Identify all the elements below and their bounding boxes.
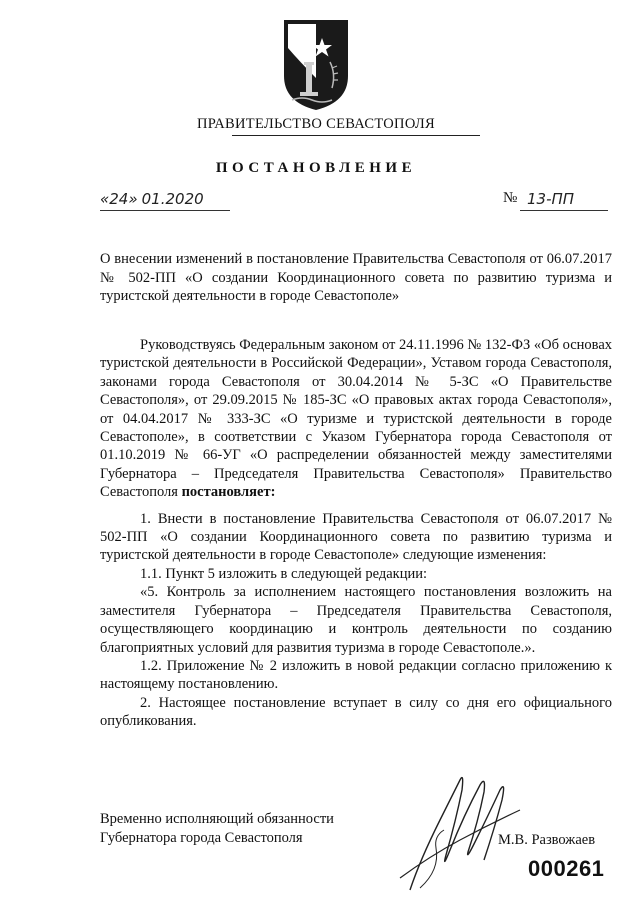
date-day: 24 bbox=[109, 190, 129, 208]
preamble-paragraph bbox=[100, 336, 612, 502]
preamble-resolves: постановляет: bbox=[181, 484, 276, 501]
clause-1-1: 1.1. Пункт 5 изложить в следующей редакции: bbox=[140, 565, 428, 582]
clause-1-2: 1.2. Приложение № 2 изложить в новой редакции согласно приложению к настоящему постановлению. bbox=[100, 657, 612, 693]
sevastopol-coat-of-arms-icon bbox=[282, 18, 350, 112]
government-underline bbox=[232, 135, 480, 136]
government-name: ПРАВИТЕЛЬСТВО СЕВАСТОПОЛЯ bbox=[197, 116, 435, 132]
date-month-year: 01.2020 bbox=[141, 190, 204, 208]
date-open-quote: « bbox=[100, 190, 110, 208]
clause-1: 1. Внести в постановление Правительства Севастополя от 06.07.2017 № 502-ПП «О создании Координационного совета по развитию туризма и туристской деятельности в городе Севастополе» следующие изменения: bbox=[100, 510, 612, 564]
preamble-text: Руководствуясь Федеральным законом от 24.11.1996 № 132-ФЗ «Об основах туристской деятельности в Российской Федерации», Уставом города Севастополя, законами города Севастополя от 30.04.2014 № 5-ЗС «О Правительстве Севастополя», от 29.09.2015 № 185-ЗС «О правовых актах города Севастополя», от 04.04.2017 № 333-ЗС «О туризме и туристской деятельности в городе Севастополе», в соответствии с Указом Губернатора города Севастополя от 01.10.2019 № 66-УГ «О распределении обязанностей между заместителями Губернатора – Председателя Правительства Севастополя» Правительство Севастополя bbox=[100, 337, 612, 501]
clause-1-1-text: «5. Контроль за исполнением настоящего постановления возложить на заместителя Губернатора – Председателя Правительства Севастополя, осуществляющего координацию и контроль деятельности по созданию благоприятных условий для развития туризма в городе Севастополе.». bbox=[100, 584, 612, 656]
serial-number: 000261 bbox=[528, 856, 605, 881]
document-date bbox=[100, 190, 204, 209]
date-close-quote: » bbox=[128, 190, 138, 208]
handwritten-signature-icon bbox=[380, 760, 530, 900]
document-body bbox=[100, 336, 612, 731]
date-underline bbox=[100, 210, 230, 211]
signatory-title-line-1: Временно исполняющий обязанности bbox=[100, 811, 334, 827]
document-title: О внесении изменений в постановление Правительства Севастополя от 06.07.2017 № 502-ПП «О создании Координационного совета по развитию туризма и туристской деятельности в городе Севастополе» bbox=[100, 251, 612, 304]
number-label: № bbox=[503, 190, 518, 206]
signatory-title-line-2: Губернатора города Севастополя bbox=[100, 830, 303, 846]
document-number: 13-ПП bbox=[527, 190, 575, 208]
signatory-name: М.В. Развожаев bbox=[498, 832, 596, 848]
document-type-heading: ПОСТАНОВЛЕНИЕ bbox=[215, 160, 417, 176]
clause-2: 2. Настоящее постановление вступает в силу со дня его официального опубликования. bbox=[100, 694, 612, 730]
number-underline bbox=[520, 210, 608, 211]
signatory-title bbox=[100, 810, 334, 848]
